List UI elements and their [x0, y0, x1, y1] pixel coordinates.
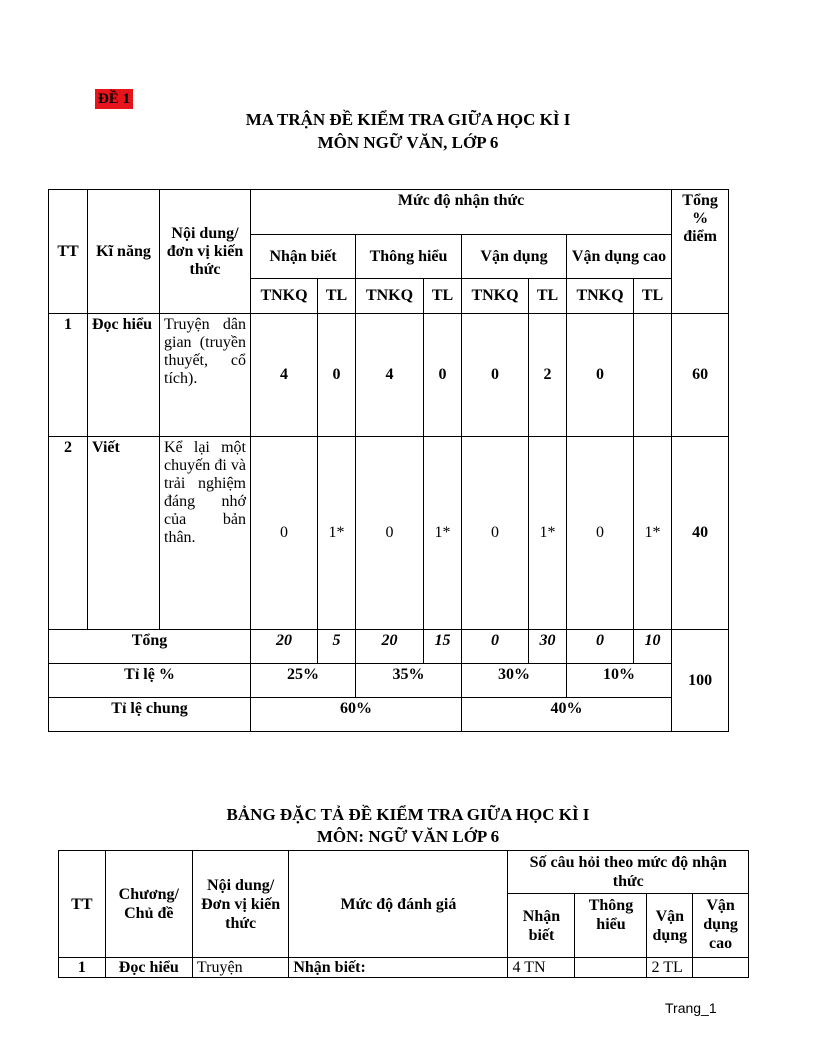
exam-tag: ĐỀ 1: [95, 89, 133, 109]
header-apply: Vận dụng: [462, 235, 567, 279]
row-content: Truyện dân gian (truyền thuyết, cổ tích).: [160, 314, 251, 437]
cell-value: 0: [462, 437, 529, 630]
spec-row-content: Truyện: [192, 958, 288, 978]
matrix-table: [48, 189, 729, 732]
matrix-subtitle: MÔN NGỮ VĂN, LỚP 6: [317, 133, 499, 152]
header-total: Tổng % điểm: [672, 190, 729, 314]
cell-value: 1*: [424, 437, 462, 630]
spec-row-apply: 2 TL: [647, 958, 693, 978]
page-footer: Trang_1: [665, 1000, 717, 1016]
cell-value: 0: [251, 437, 318, 630]
spec-header-apply: Vận dụng: [647, 894, 693, 958]
cell-value: 1*: [529, 437, 567, 630]
sum-value: 0: [567, 630, 634, 664]
header-tt: TT: [49, 190, 88, 314]
row-content: Kể lại một chuyến đi và trải nghiệm đáng nhớ của bản thân.: [160, 437, 251, 630]
common-value: 60%: [251, 698, 462, 732]
header-tl: TL: [634, 279, 672, 314]
grand-total: 100: [672, 630, 729, 732]
spec-header-understand: Thông hiểu: [575, 894, 647, 958]
row-skill: Viết: [88, 437, 160, 630]
ratio-value: 10%: [567, 664, 672, 698]
spec-row-tt: 1: [59, 958, 106, 978]
sum-value: 20: [356, 630, 424, 664]
header-tnkq: TNKQ: [356, 279, 424, 314]
spec-header-assessment: Mức độ đánh giá: [289, 851, 508, 958]
spec-header-tt: TT: [59, 851, 106, 958]
spec-header-chapter: Chương/ Chủ đề: [105, 851, 192, 958]
header-tnkq: TNKQ: [462, 279, 529, 314]
header-content: Nội dung/đơn vị kiến thức: [160, 190, 251, 314]
cell-value: 0: [567, 314, 634, 437]
spec-row-understand: [575, 958, 647, 978]
sum-value: 10: [634, 630, 672, 664]
ratio-value: 30%: [462, 664, 567, 698]
cell-value: 0: [424, 314, 462, 437]
row-total: 60: [672, 314, 729, 437]
spec-title: BẢNG ĐẶC TẢ ĐỀ KIỂM TRA GIỮA HỌC KÌ I: [226, 805, 590, 824]
common-value: 40%: [462, 698, 672, 732]
cell-value: [634, 314, 672, 437]
spec-header-count: Số câu hỏi theo mức độ nhận thức: [508, 851, 749, 894]
cell-value: 1*: [318, 437, 356, 630]
ratio-value: 35%: [356, 664, 462, 698]
sum-value: 30: [529, 630, 567, 664]
header-tl: TL: [529, 279, 567, 314]
cell-value: 1*: [634, 437, 672, 630]
ratio-value: 25%: [251, 664, 356, 698]
spec-subtitle: MÔN: NGỮ VĂN LỚP 6: [316, 827, 500, 846]
table-row: [49, 314, 729, 437]
cell-value: 4: [251, 314, 318, 437]
spec-row-assessment: Nhận biết:: [289, 958, 508, 978]
spec-row-recognize: 4 TN: [508, 958, 575, 978]
cell-value: 4: [356, 314, 424, 437]
spec-row-chapter: Đọc hiểu: [105, 958, 192, 978]
cell-value: 0: [318, 314, 356, 437]
spec-header-content: Nội dung/Đơn vị kiến thức: [192, 851, 288, 958]
sum-value: 20: [251, 630, 318, 664]
cell-value: 0: [356, 437, 424, 630]
header-level: Mức độ nhận thức: [251, 190, 672, 235]
header-skill: Kĩ năng: [88, 190, 160, 314]
common-row: [49, 698, 729, 732]
row-skill: Đọc hiểu: [88, 314, 160, 437]
header-tl: TL: [318, 279, 356, 314]
spec-header-recognize: Nhận biết: [508, 894, 575, 958]
ratio-label: Tỉ lệ %: [49, 664, 251, 698]
cell-value: 0: [567, 437, 634, 630]
sum-value: 15: [424, 630, 462, 664]
header-tnkq: TNKQ: [251, 279, 318, 314]
header-tl: TL: [424, 279, 462, 314]
header-understand: Thông hiểu: [356, 235, 462, 279]
row-total: 40: [672, 437, 729, 630]
table-row: [49, 437, 729, 630]
sum-value: 0: [462, 630, 529, 664]
table-row: [59, 958, 749, 978]
spec-table: [58, 850, 749, 978]
sum-value: 5: [318, 630, 356, 664]
sum-row: [49, 630, 729, 664]
common-label: Tỉ lệ chung: [49, 698, 251, 732]
cell-value: 0: [462, 314, 529, 437]
sum-label: Tổng: [49, 630, 251, 664]
cell-value: 2: [529, 314, 567, 437]
header-recognize: Nhận biết: [251, 235, 356, 279]
header-apply-high: Vận dụng cao: [567, 235, 672, 279]
ratio-row: [49, 664, 729, 698]
spec-header-apply-high: Vận dụng cao: [693, 894, 749, 958]
row-tt: 2: [49, 437, 88, 630]
matrix-title: MA TRẬN ĐỀ KIỂM TRA GIỮA HỌC KÌ I: [245, 110, 571, 129]
header-tnkq: TNKQ: [567, 279, 634, 314]
row-tt: 1: [49, 314, 88, 437]
spec-row-apply-high: [693, 958, 749, 978]
